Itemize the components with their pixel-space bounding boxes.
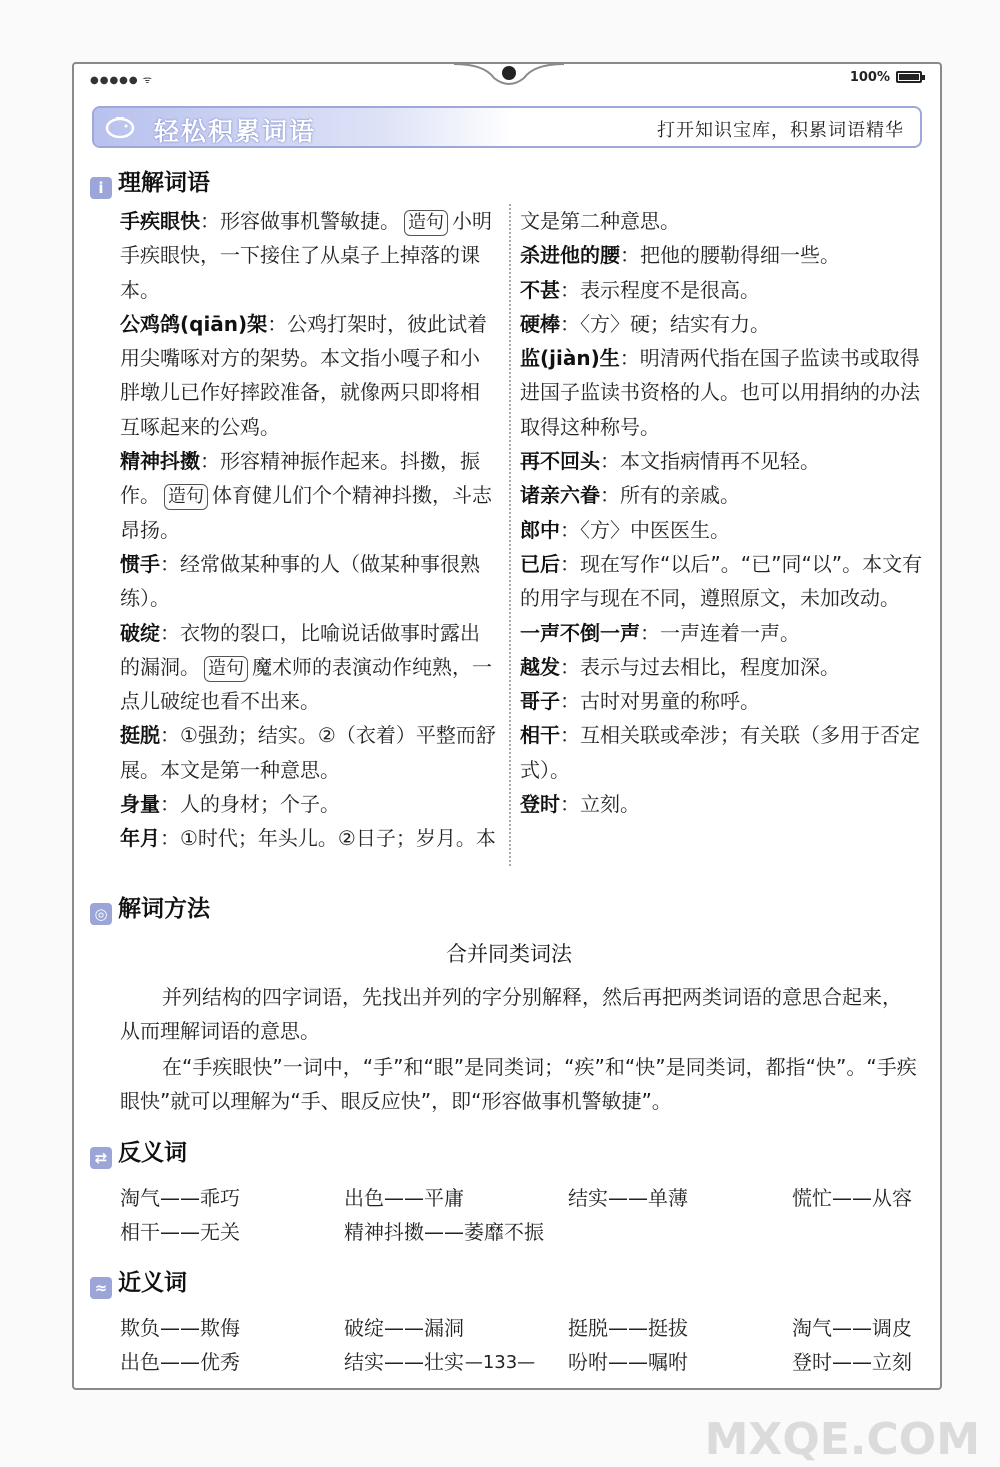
definition-text: 文是第二种意思。 [520, 209, 680, 233]
definition-term: 一声不倒一声 [520, 620, 640, 645]
definition-term: 相干 [520, 723, 560, 748]
example-sentence: 体育健儿们个个精神抖擞，斗志昂扬。 [120, 483, 492, 542]
definition-term: 哥子 [520, 689, 560, 714]
antonym-pair: 精神抖擞——萎靡不振 [344, 1220, 544, 1244]
definition-text: ：人的身材；个子。 [160, 792, 340, 817]
definition-term: 再不回头 [520, 449, 600, 474]
definition-text: ：形容精神振作起来。抖擞，振作。 [120, 449, 480, 508]
definition-term: 郎中 [520, 517, 560, 542]
status-bar [74, 64, 940, 94]
section-synonyms-label: 近义词 [118, 1270, 187, 1296]
right-definitions [520, 204, 930, 821]
definition-text: ：古时对男童的称呼。 [560, 689, 760, 714]
battery-level: 100% [849, 70, 890, 85]
definition-entry [120, 787, 498, 821]
synonym-pair: 欺负——欺侮 [120, 1316, 240, 1340]
definition-text: ：表示程度不是很高。 [560, 277, 760, 302]
definition-text: ：经常做某种事的人（做某种事很熟练）。 [120, 551, 480, 611]
definition-text: ：①强劲；结实。②（衣着）平整而舒展。本文是第一种意思。 [120, 723, 496, 782]
left-definitions [120, 204, 498, 856]
definition-entry [120, 547, 498, 616]
definition-entry [120, 718, 498, 787]
section-understand-label: 理解词语 [118, 170, 210, 196]
definition-text: ：立刻。 [560, 792, 640, 817]
definition-term: 身量 [120, 792, 160, 817]
definition-term: 已后 [520, 551, 560, 576]
definition-entry [520, 684, 930, 718]
definition-term: 监(jiàn)生 [520, 346, 620, 371]
definition-entry [120, 616, 498, 719]
definition-term: 惯手 [120, 551, 160, 576]
definition-term: 精神抖擞 [120, 449, 200, 474]
battery-icon [896, 71, 922, 83]
definition-text: ：①时代；年头儿。②日子；岁月。本 [160, 826, 496, 851]
example-sentence: 魔术师的表演动作纯熟，一点儿破绽也看不出来。 [120, 654, 492, 714]
synonym-pair: 出色——优秀 [120, 1350, 240, 1374]
definition-entry [520, 547, 930, 616]
definition-term: 杀进他的腰 [520, 243, 620, 268]
synonym-pair: 结实——壮实 [344, 1350, 464, 1374]
definition-entry [520, 513, 930, 547]
column-divider [509, 204, 511, 866]
tablet-frame [72, 62, 942, 1390]
definition-entry [520, 650, 930, 684]
section-antonyms [90, 1134, 187, 1169]
section-method-label: 解词方法 [118, 896, 210, 922]
method-paragraph-1: 并列结构的四字词语，先找出并列的字分别解释，然后再把两类词语的意思合起来，从而理解词语的意思。 [120, 985, 902, 1043]
synonym-icon: ≈ [90, 1277, 112, 1299]
banner-highlight [94, 108, 514, 146]
definition-term: 不甚 [520, 277, 560, 302]
definition-text: ：一声连着一声。 [640, 620, 800, 645]
synonym-pair: 淘气——调皮 [792, 1316, 912, 1340]
piggy-bank-icon [102, 114, 138, 140]
camera-icon [502, 66, 516, 80]
page-number: —133— [464, 1352, 536, 1373]
definition-entry [120, 444, 498, 547]
section-understand [90, 164, 210, 199]
definition-term: 年月 [120, 826, 160, 851]
definition-entry [520, 204, 930, 238]
definition-text: ：衣物的裂口，比喻说话做事时露出的漏洞。 [120, 620, 480, 679]
definition-term: 手疾眼快 [120, 209, 200, 233]
section-synonyms [90, 1264, 187, 1299]
synonym-pair: 登时——立刻 [792, 1350, 912, 1374]
definition-entry [520, 718, 930, 787]
definition-term: 破绽 [120, 620, 160, 645]
antonym-icon: ⇄ [90, 1147, 112, 1169]
definition-term: 诸亲六眷 [520, 483, 600, 508]
antonym-pair: 相干——无关 [120, 1220, 240, 1244]
section-antonyms-label: 反义词 [118, 1140, 187, 1166]
signal-icon: ●●●●● ᯤ [90, 75, 153, 86]
definition-entry [120, 204, 498, 307]
method-icon: ◎ [90, 903, 112, 925]
banner-subtitle: 打开知识宝库，积累词语精华 [657, 120, 904, 141]
definition-entry [520, 273, 930, 307]
definition-text: ：把他的腰勒得细一些。 [620, 243, 840, 268]
definition-text: ：〈方〉中医医生。 [560, 517, 730, 542]
definition-term: 挺脱 [120, 723, 160, 748]
antonym-pair: 结实——单薄 [568, 1186, 688, 1210]
definition-text: ：公鸡打架时，彼此试着用尖嘴啄对方的架势。本文指小嘎子和小胖墩儿已作好摔跤准备，就像两只即将相互啄起来的公鸡。 [120, 311, 488, 439]
definition-text: ：〈方〉硬；结实有力。 [560, 311, 770, 336]
antonym-pair: 出色——平庸 [344, 1186, 464, 1210]
definition-term: 硬棒 [520, 311, 560, 336]
example-sentence-tag: 造句 [404, 210, 448, 236]
definition-text: ：现在写作“以后”。“已”同“以”。本文有的用字与现在不同，遵照原文，未加改动。 [520, 551, 923, 611]
info-icon: i [90, 177, 112, 199]
definition-entry [520, 478, 930, 512]
example-sentence-tag: 造句 [164, 484, 208, 510]
definition-entry [120, 307, 498, 444]
synonym-pair: 吩咐——嘱咐 [568, 1350, 688, 1374]
definition-text: ：明清两代指在国子监读书或取得进国子监读书资格的人。也可以用捐纳的办法取得这种称号。 [520, 346, 920, 439]
method-title: 合并同类词法 [446, 942, 572, 966]
section-method [90, 890, 210, 925]
definition-text: ：表示与过去相比，程度加深。 [560, 654, 840, 679]
definition-entry [120, 821, 498, 855]
antonym-pair: 慌忙——从容 [792, 1186, 912, 1210]
synonym-pair: 破绽——漏洞 [344, 1316, 464, 1340]
definition-entry [520, 616, 930, 650]
definition-text: ：形容做事机警敏捷。 [200, 209, 400, 233]
method-paragraph-2: 在“手疾眼快”一词中，“手”和“眼”是同类词；“疾”和“快”是同类词，都指“快”。“手疾眼快”就可以理解为“手、眼反应快”，即“形容做事机警敏捷”。 [120, 1055, 917, 1113]
example-sentence-tag: 造句 [204, 656, 248, 682]
definition-entry [520, 307, 930, 341]
antonym-pair: 淘气——乖巧 [120, 1186, 240, 1210]
definition-entry [520, 444, 930, 478]
definition-entry [520, 341, 930, 444]
synonym-pair: 挺脱——挺拔 [568, 1316, 688, 1340]
definition-text: ：本文指病情再不见轻。 [600, 449, 820, 474]
banner [92, 106, 922, 148]
definition-term: 登时 [520, 792, 560, 817]
watermark: MXQE.COM [704, 1414, 980, 1465]
example-sentence: 小明手疾眼快，一下接住了从桌子上掉落的课本。 [120, 209, 492, 302]
definition-term: 越发 [520, 654, 560, 679]
definition-entry [520, 787, 930, 821]
definition-entry [520, 238, 930, 272]
banner-title: 轻松积累词语 [154, 117, 317, 146]
definition-text: ：互相关联或牵涉；有关联（多用于否定式）。 [520, 723, 920, 782]
definition-text: ：所有的亲戚。 [600, 483, 740, 508]
definition-term: 公鸡鸽(qiān)架 [120, 311, 268, 336]
